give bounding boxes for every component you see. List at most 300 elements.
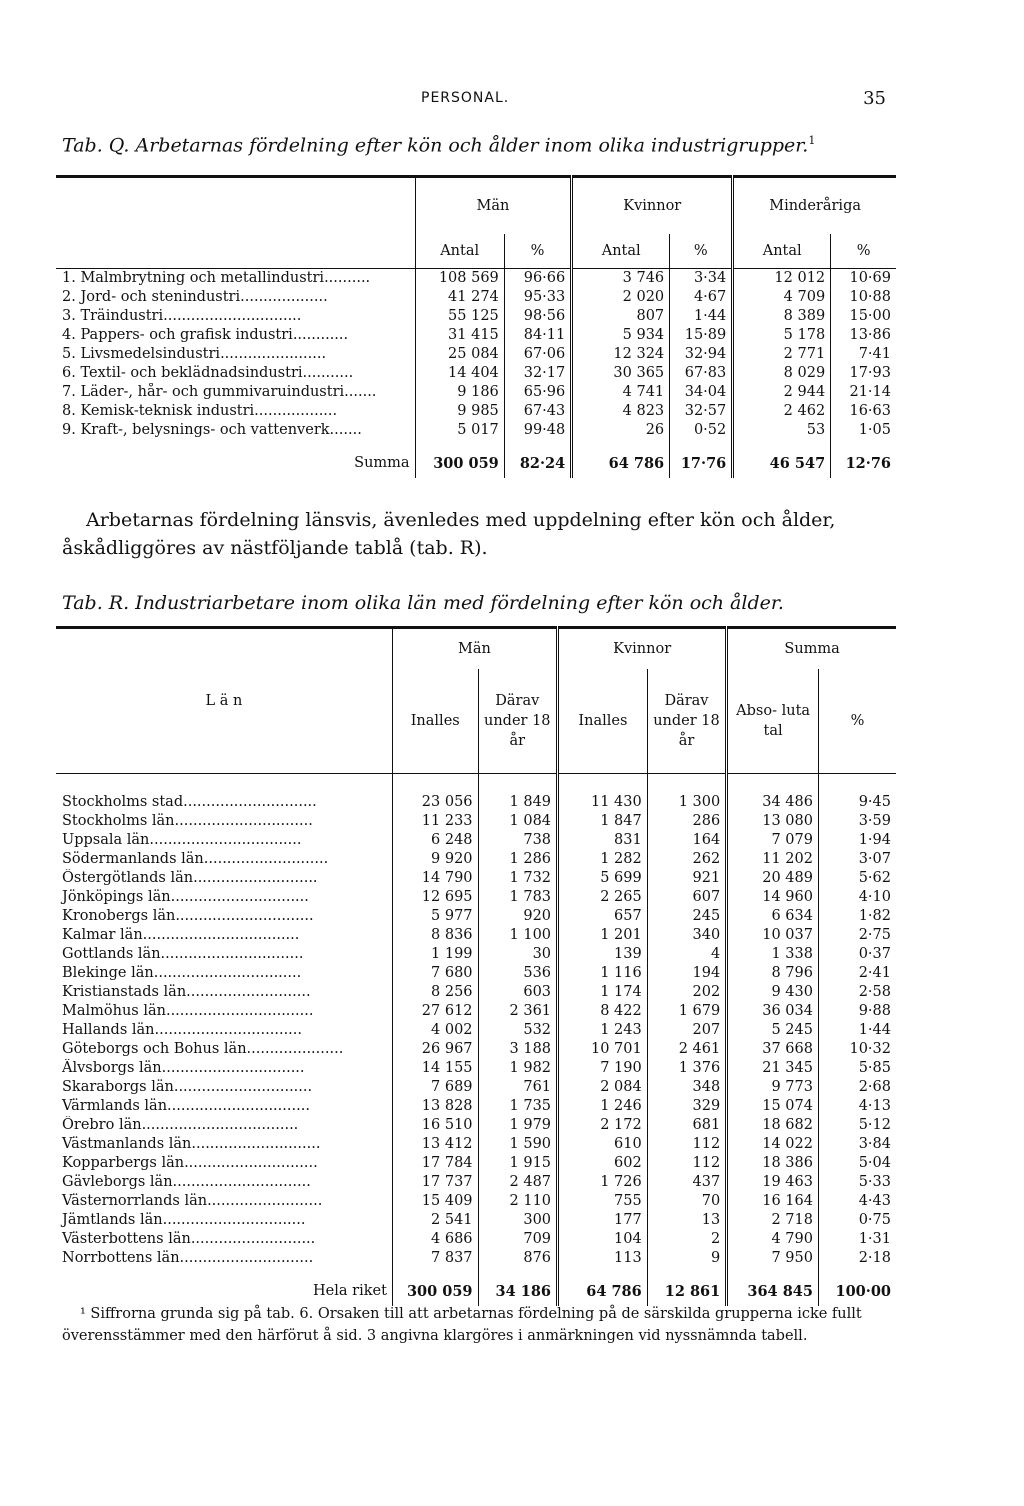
row-label-text: 2. Jord- och stenindustri: [62, 289, 241, 305]
row-label: [56, 793, 392, 812]
table-cell: 8 029: [733, 364, 831, 383]
column-header: Antal: [415, 234, 504, 269]
row-label-text: Kristianstads län: [62, 984, 187, 1000]
table-cell: 16 510: [392, 1116, 478, 1135]
table-cell: 15 409: [392, 1192, 478, 1211]
table-cell: 12 861: [647, 1276, 727, 1306]
row-label-text: 6. Textil- och beklädnadsindustri: [62, 365, 303, 381]
tab-r-group-header: [56, 628, 896, 670]
table-cell: 14 404: [415, 364, 504, 383]
table-cell: 100·00: [818, 1276, 896, 1306]
leader-dots: ................................: [153, 965, 302, 981]
table-cell: 67·06: [504, 345, 571, 364]
row-label-text: Kalmar län: [62, 927, 143, 943]
column-header: Inalles: [392, 669, 478, 774]
table-cell: 15 074: [727, 1097, 819, 1116]
table-cell: 98·56: [504, 307, 571, 326]
row-label-text: Örebro län: [62, 1117, 142, 1133]
table-cell: 18 682: [727, 1116, 819, 1135]
group-header: Kvinnor: [572, 177, 733, 235]
table-cell: 113: [558, 1249, 648, 1268]
table-cell: 1 590: [478, 1135, 558, 1154]
table-cell: 4·67: [670, 288, 733, 307]
table-cell: 5 977: [392, 907, 478, 926]
row-label-text: Södermanlands län: [62, 851, 204, 867]
leader-dots: .............................: [183, 794, 317, 810]
row-label-text: Malmöhus län: [62, 1003, 166, 1019]
table-cell: 2 541: [392, 1211, 478, 1230]
table-row: [56, 812, 896, 831]
table-cell: 112: [647, 1135, 727, 1154]
table-cell: 7 689: [392, 1078, 478, 1097]
table-row: [56, 1097, 896, 1116]
table-cell: 1 982: [478, 1059, 558, 1078]
table-cell: 14 960: [727, 888, 819, 907]
table-cell: 1 300: [647, 793, 727, 812]
table-row: [56, 964, 896, 983]
table-cell: 1 783: [478, 888, 558, 907]
group-header: Kvinnor: [558, 628, 727, 670]
table-cell: 41 274: [415, 288, 504, 307]
table-cell: 25 084: [415, 345, 504, 364]
row-label: [56, 1173, 392, 1192]
row-label-text: Skaraborgs län: [62, 1079, 174, 1095]
table-cell: 21·14: [831, 383, 896, 402]
table-cell: 7 950: [727, 1249, 819, 1268]
leader-dots: ..............................: [175, 908, 314, 924]
table-cell: 8 422: [558, 1002, 648, 1021]
table-cell: 112: [647, 1154, 727, 1173]
row-label: [56, 1059, 392, 1078]
table-row: [56, 1002, 896, 1021]
table-cell: 1 376: [647, 1059, 727, 1078]
leader-dots: ................................: [154, 1022, 303, 1038]
table-cell: 34·04: [670, 383, 733, 402]
table-cell: 921: [647, 869, 727, 888]
leader-dots: ..............................: [172, 1174, 311, 1190]
row-label-text: Blekinge län: [62, 965, 154, 981]
table-cell: 437: [647, 1173, 727, 1192]
table-cell: 1·94: [818, 831, 896, 850]
table-row: [56, 364, 896, 383]
leader-dots: ...............................: [160, 946, 304, 962]
table-cell: 8 836: [392, 926, 478, 945]
table-cell: 2·58: [818, 983, 896, 1002]
table-row: [56, 1135, 896, 1154]
row-label-text: Uppsala län: [62, 832, 150, 848]
table-cell: 2·68: [818, 1078, 896, 1097]
leader-dots: ..........: [324, 270, 371, 286]
table-cell: 99·48: [504, 421, 571, 440]
table-cell: 10·88: [831, 288, 896, 307]
table-cell: 46 547: [733, 448, 831, 478]
row-label: [56, 1135, 392, 1154]
table-cell: 1 847: [558, 812, 648, 831]
leader-dots: ..................: [254, 403, 338, 419]
table-row: [56, 402, 896, 421]
table-cell: 12 695: [392, 888, 478, 907]
group-header: Summa: [727, 628, 896, 670]
leader-dots: ...........................: [203, 851, 329, 867]
column-header: %: [818, 669, 896, 774]
table-row: [56, 345, 896, 364]
table-cell: 1 201: [558, 926, 648, 945]
page-number: 35: [863, 88, 886, 109]
row-label: [56, 383, 415, 402]
table-cell: 1·44: [818, 1021, 896, 1040]
table-cell: 34 486: [727, 793, 819, 812]
row-label-text: Gottlands län: [62, 946, 161, 962]
row-label: [56, 1002, 392, 1021]
table-cell: 9 920: [392, 850, 478, 869]
table-cell: 18 386: [727, 1154, 819, 1173]
table-cell: 55 125: [415, 307, 504, 326]
table-row: [56, 269, 896, 289]
spacer-row: [56, 774, 896, 794]
table-cell: 2 771: [733, 345, 831, 364]
table-row: [56, 288, 896, 307]
row-label: [56, 1021, 392, 1040]
table-cell: 26 967: [392, 1040, 478, 1059]
table-cell: 1 679: [647, 1002, 727, 1021]
table-cell: 9 985: [415, 402, 504, 421]
table-cell: 15·89: [670, 326, 733, 345]
row-label: [56, 1040, 392, 1059]
table-cell: 4 686: [392, 1230, 478, 1249]
table-cell: 164: [647, 831, 727, 850]
row-label: [56, 307, 415, 326]
table-cell: 9·88: [818, 1002, 896, 1021]
table-cell: 70: [647, 1192, 727, 1211]
table-cell: 4 002: [392, 1021, 478, 1040]
table-cell: 532: [478, 1021, 558, 1040]
running-title: PERSONAL.: [421, 90, 510, 106]
row-label: [56, 850, 392, 869]
column-header: %: [504, 234, 571, 269]
table-cell: 807: [572, 307, 670, 326]
tab-q-subheader: [56, 234, 896, 269]
table-cell: 2 084: [558, 1078, 648, 1097]
column-header: Antal: [733, 234, 831, 269]
tab-q-table: [56, 175, 896, 478]
table-cell: 1 915: [478, 1154, 558, 1173]
table-cell: 82·24: [504, 448, 571, 478]
table-row: [56, 1059, 896, 1078]
table-cell: 12 012: [733, 269, 831, 289]
table-row: [56, 1116, 896, 1135]
row-label: [56, 345, 415, 364]
table-cell: 5·33: [818, 1173, 896, 1192]
table-cell: 19 463: [727, 1173, 819, 1192]
table-cell: 1 174: [558, 983, 648, 1002]
table-cell: 17·93: [831, 364, 896, 383]
row-label: [56, 926, 392, 945]
table-cell: 5·12: [818, 1116, 896, 1135]
table-cell: 23 056: [392, 793, 478, 812]
table-cell: 10 037: [727, 926, 819, 945]
table-cell: 13 412: [392, 1135, 478, 1154]
table-cell: 3 746: [572, 269, 670, 289]
table-cell: 16·63: [831, 402, 896, 421]
table-cell: 1 100: [478, 926, 558, 945]
table-cell: 3·34: [670, 269, 733, 289]
table-cell: 603: [478, 983, 558, 1002]
table-row: [56, 926, 896, 945]
row-label: [56, 812, 392, 831]
row-label: [56, 907, 392, 926]
table-cell: 4 741: [572, 383, 670, 402]
table-cell: 2 487: [478, 1173, 558, 1192]
table-cell: 602: [558, 1154, 648, 1173]
total-row: [56, 448, 896, 478]
column-header: Abso- luta tal: [727, 669, 819, 774]
leader-dots: ...............................: [167, 1098, 310, 1114]
table-cell: 11 430: [558, 793, 648, 812]
table-cell: 262: [647, 850, 727, 869]
table-cell: 364 845: [727, 1276, 819, 1306]
row-label-text: Västernorrlands län: [62, 1193, 208, 1209]
table-cell: 7 837: [392, 1249, 478, 1268]
table-cell: 1 084: [478, 812, 558, 831]
table-row: [56, 869, 896, 888]
table-cell: 9 773: [727, 1078, 819, 1097]
row-label: [56, 945, 392, 964]
table-cell: 329: [647, 1097, 727, 1116]
row-label-text: 3. Träindustri: [62, 308, 164, 324]
table-cell: 11 233: [392, 812, 478, 831]
table-row: [56, 307, 896, 326]
table-cell: 1 732: [478, 869, 558, 888]
row-label-text: 1. Malmbrytning och metallindustri: [62, 270, 325, 286]
table-cell: 9: [647, 1249, 727, 1268]
table-row: [56, 383, 896, 402]
row-label-text: 5. Livsmedelsindustri: [62, 346, 221, 362]
table-cell: 10·32: [818, 1040, 896, 1059]
table-cell: 1·44: [670, 307, 733, 326]
table-cell: 245: [647, 907, 727, 926]
table-cell: 4 709: [733, 288, 831, 307]
table-row: [56, 1230, 896, 1249]
spacer-row: [56, 440, 896, 448]
table-cell: 5 245: [727, 1021, 819, 1040]
table-cell: 4·13: [818, 1097, 896, 1116]
table-cell: 1 243: [558, 1021, 648, 1040]
table-cell: 709: [478, 1230, 558, 1249]
table-row: [56, 1173, 896, 1192]
table-row: [56, 983, 896, 1002]
leader-dots: ............................: [191, 1136, 321, 1152]
table-cell: 17 784: [392, 1154, 478, 1173]
body-paragraph: Arbetarnas fördelning länsvis, ävenledes med uppdelning efter kön och ålder, åskådliggöres av nästföljande tablå (tab. R).: [62, 509, 836, 559]
row-label-text: 8. Kemisk-teknisk industri: [62, 403, 255, 419]
table-cell: 17 737: [392, 1173, 478, 1192]
table-cell: 3·84: [818, 1135, 896, 1154]
table-cell: 5·85: [818, 1059, 896, 1078]
table-row: [56, 1154, 896, 1173]
table-cell: 8 389: [733, 307, 831, 326]
table-cell: 1 116: [558, 964, 648, 983]
table-row: [56, 1192, 896, 1211]
row-label: [56, 1230, 392, 1249]
table-cell: 64 786: [558, 1276, 648, 1306]
table-cell: 13·86: [831, 326, 896, 345]
table-cell: 876: [478, 1249, 558, 1268]
leader-dots: ...........................: [193, 870, 318, 886]
table-cell: 6 248: [392, 831, 478, 850]
row-label: [56, 964, 392, 983]
leader-dots: ..................................: [141, 1117, 299, 1133]
table-cell: 17·76: [670, 448, 733, 478]
table-row: [56, 907, 896, 926]
row-label-text: Jönköpings län: [62, 889, 171, 905]
table-cell: 3·59: [818, 812, 896, 831]
table-cell: 8 796: [727, 964, 819, 983]
table-cell: 348: [647, 1078, 727, 1097]
table-row: [56, 850, 896, 869]
group-header: Män: [392, 628, 557, 670]
table-cell: 9 186: [415, 383, 504, 402]
table-cell: 5·04: [818, 1154, 896, 1173]
column-header: Därav under 18 år: [478, 669, 558, 774]
table-cell: 3 188: [478, 1040, 558, 1059]
table-cell: 65·96: [504, 383, 571, 402]
row-label-text: Hallands län: [62, 1022, 155, 1038]
table-cell: 2 110: [478, 1192, 558, 1211]
table-cell: 1 979: [478, 1116, 558, 1135]
table-cell: 300 059: [392, 1276, 478, 1306]
table-cell: 681: [647, 1116, 727, 1135]
row-label: [56, 888, 392, 907]
spacer-row: [56, 1268, 896, 1276]
table-cell: 2·75: [818, 926, 896, 945]
table-cell: 30 365: [572, 364, 670, 383]
table-cell: 1 282: [558, 850, 648, 869]
row-label-text: Norrbottens län: [62, 1250, 180, 1266]
row-label: [56, 831, 392, 850]
table-cell: 4: [647, 945, 727, 964]
leader-dots: ...............................: [161, 1060, 305, 1076]
leader-dots: ..............................: [174, 813, 313, 829]
table-cell: 36 034: [727, 1002, 819, 1021]
row-label-text: Kopparbergs län: [62, 1155, 185, 1171]
table-cell: 610: [558, 1135, 648, 1154]
total-label: Hela riket: [313, 1282, 387, 1299]
table-cell: 32·17: [504, 364, 571, 383]
table-cell: 300 059: [415, 448, 504, 478]
table-cell: 21 345: [727, 1059, 819, 1078]
column-header: Inalles: [558, 669, 648, 774]
table-cell: 4 790: [727, 1230, 819, 1249]
column-header: Antal: [572, 234, 670, 269]
table-cell: 2·41: [818, 964, 896, 983]
table-row: [56, 945, 896, 964]
table-cell: 84·11: [504, 326, 571, 345]
table-cell: 30: [478, 945, 558, 964]
table-cell: 607: [647, 888, 727, 907]
table-cell: 8 256: [392, 983, 478, 1002]
row-label: [56, 402, 415, 421]
row-label-text: Göteborgs och Bohus län: [62, 1041, 247, 1057]
table-cell: 202: [647, 983, 727, 1002]
table-cell: 26: [572, 421, 670, 440]
leader-dots: .....................: [246, 1041, 344, 1057]
table-cell: 31 415: [415, 326, 504, 345]
leader-dots: .........................: [207, 1193, 323, 1209]
table-row: [56, 831, 896, 850]
table-cell: 7 680: [392, 964, 478, 983]
row-label-text: 7. Läder-, hår- och gummivaruindustri: [62, 384, 345, 400]
column-header: Därav under 18 år: [647, 669, 727, 774]
table-cell: 920: [478, 907, 558, 926]
table-row: [56, 326, 896, 345]
table-cell: 5 178: [733, 326, 831, 345]
table-cell: 2 020: [572, 288, 670, 307]
table-cell: 20 489: [727, 869, 819, 888]
table-cell: 2·18: [818, 1249, 896, 1268]
table-cell: 755: [558, 1192, 648, 1211]
table-cell: 4 823: [572, 402, 670, 421]
tab-r-table: [56, 626, 896, 1306]
table-row: [56, 1211, 896, 1230]
footnote: ¹ Siffrorna grunda sig på tab. 6. Orsaken till att arbetarnas fördelning på de särskilda grupperna icke fullt överensstämmer med den härförut å sid. 3 angivna klargöres i anmärkningen vid nyssnämnda tabell.: [62, 1306, 862, 1344]
table-cell: 1 338: [727, 945, 819, 964]
table-row: [56, 1040, 896, 1059]
table-row: [56, 793, 896, 812]
row-label-text: Stockholms stad: [62, 794, 184, 810]
table-cell: 1·31: [818, 1230, 896, 1249]
table-row: [56, 1078, 896, 1097]
tab-q-group-header: [56, 177, 896, 235]
table-cell: 2 944: [733, 383, 831, 402]
table-cell: 104: [558, 1230, 648, 1249]
table-cell: 5 934: [572, 326, 670, 345]
leader-dots: .............................: [184, 1155, 318, 1171]
table-cell: 761: [478, 1078, 558, 1097]
table-cell: 14 790: [392, 869, 478, 888]
table-cell: 2 265: [558, 888, 648, 907]
table-cell: 32·94: [670, 345, 733, 364]
row-label-text: Jämtlands län: [62, 1212, 163, 1228]
row-label-text: 4. Pappers- och grafisk industri: [62, 327, 293, 343]
table-cell: 657: [558, 907, 648, 926]
table-cell: 2: [647, 1230, 727, 1249]
leader-dots: .......................: [220, 346, 327, 362]
table-cell: 0·37: [818, 945, 896, 964]
table-cell: 11 202: [727, 850, 819, 869]
row-label: [56, 1097, 392, 1116]
leader-dots: .......: [329, 422, 362, 438]
table-cell: 300: [478, 1211, 558, 1230]
table-cell: 7 190: [558, 1059, 648, 1078]
row-label: [56, 288, 415, 307]
table-cell: 5·62: [818, 869, 896, 888]
table-cell: 95·33: [504, 288, 571, 307]
table-cell: 177: [558, 1211, 648, 1230]
table-cell: 1 726: [558, 1173, 648, 1192]
table-cell: 108 569: [415, 269, 504, 289]
leader-dots: ............: [292, 327, 349, 343]
table-cell: 536: [478, 964, 558, 983]
table-cell: 1 199: [392, 945, 478, 964]
leader-dots: .................................: [149, 832, 302, 848]
group-header: Män: [415, 177, 572, 235]
row-label: [56, 1211, 392, 1230]
table-cell: 12·76: [831, 448, 896, 478]
table-cell: 4·10: [818, 888, 896, 907]
row-label: [56, 1192, 392, 1211]
row-label: [56, 1249, 392, 1268]
table-cell: 4·43: [818, 1192, 896, 1211]
